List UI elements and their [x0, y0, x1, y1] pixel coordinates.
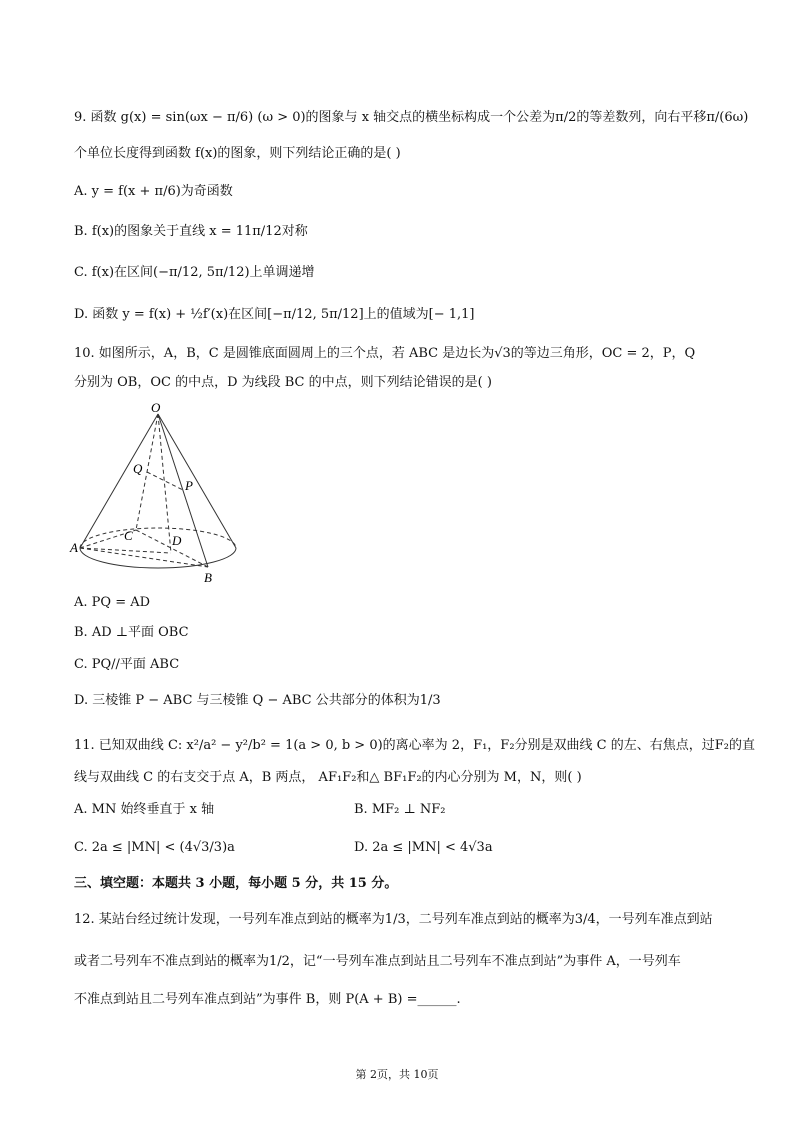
- section-fill-in-heading: 三、填空题：本题共 3 小题，每小题 5 分，共 15 分。: [74, 876, 398, 891]
- q11-line1: 11. 已知双曲线 C: x²/a² − y²/b² = 1(a > 0, b > 0)的离心率为 2，F₁，F₂分别是双曲线 C 的左、右焦点，过F₂的直: [74, 738, 755, 753]
- label-p: P: [185, 478, 193, 493]
- label-q: Q: [133, 461, 143, 476]
- page-number-footer: 第 2页，共 10页: [355, 1068, 439, 1081]
- q11-option-c: C. 2a ≤ |MN| < (4√3/3)a: [74, 840, 235, 855]
- q10-option-a: A. PQ = AD: [74, 595, 151, 610]
- cone-figure: [66, 400, 246, 590]
- q9-option-a: A. y = f(x + π/6)为奇函数: [74, 184, 233, 199]
- label-a: A: [70, 540, 78, 555]
- q10-option-d: D. 三棱锥 P − ABC 与三棱锥 Q − ABC 公共部分的体积为1/3: [74, 693, 441, 708]
- q9-option-c: C. f(x)在区间(−π/12, 5π/12)上单调递增: [74, 265, 315, 280]
- q12-line3: 不准点到站且二号列车准点到站”为事件 B，则 P(A + B) =______.: [74, 992, 461, 1007]
- q11-option-b: B. MF₂ ⊥ NF₂: [354, 802, 446, 817]
- q9-option-b: B. f(x)的图象关于直线 x = 11π/12对称: [74, 224, 308, 239]
- q9-line1: 9. 函数 g(x) = sin(ωx − π/6) (ω > 0)的图象与 x 轴交点的横坐标构成一个公差为π/2的等差数列，向右平移π/(6ω): [74, 110, 749, 125]
- label-d: D: [172, 533, 182, 548]
- q10-line2: 分别为 OB，OC 的中点，D 为线段 BC 的中点，则下列结论错误的是( ): [74, 375, 492, 390]
- label-b: B: [204, 570, 212, 585]
- label-o: O: [151, 400, 161, 415]
- q10-line1: 10. 如图所示，A，B，C 是圆锥底面圆周上的三个点，若 ABC 是边长为√3的等边三角形，OC = 2，P，Q: [74, 346, 696, 361]
- q11-option-a: A. MN 始终垂直于 x 轴: [74, 802, 215, 817]
- q11-line2: 线与双曲线 C 的右支交于点 A，B 两点， AF₁F₂和△ BF₁F₂的内心分别为 M，N，则( ): [74, 770, 582, 785]
- q12-line1: 12. 某站台经过统计发现，一号列车准点到站的概率为1/3，二号列车准点到站的概率为3/4，一号列车准点到站: [74, 912, 713, 927]
- q12-line2: 或者二号列车不准点到站的概率为1/2，记“一号列车准点到站且二号列车不准点到站”为事件 A，一号列车: [74, 954, 681, 969]
- q10-option-c: C. PQ//平面 ABC: [74, 657, 180, 672]
- q9-line2: 个单位长度得到函数 f(x)的图象，则下列结论正确的是( ): [74, 146, 401, 161]
- label-c: C: [124, 528, 133, 543]
- q10-option-b: B. AD ⊥平面 OBC: [74, 625, 189, 640]
- q9-option-d: D. 函数 y = f(x) + ½f′(x)在区间[−π/12, 5π/12]上的值域为[− 1,1]: [74, 307, 475, 322]
- q11-option-d: D. 2a ≤ |MN| < 4√3a: [354, 840, 493, 855]
